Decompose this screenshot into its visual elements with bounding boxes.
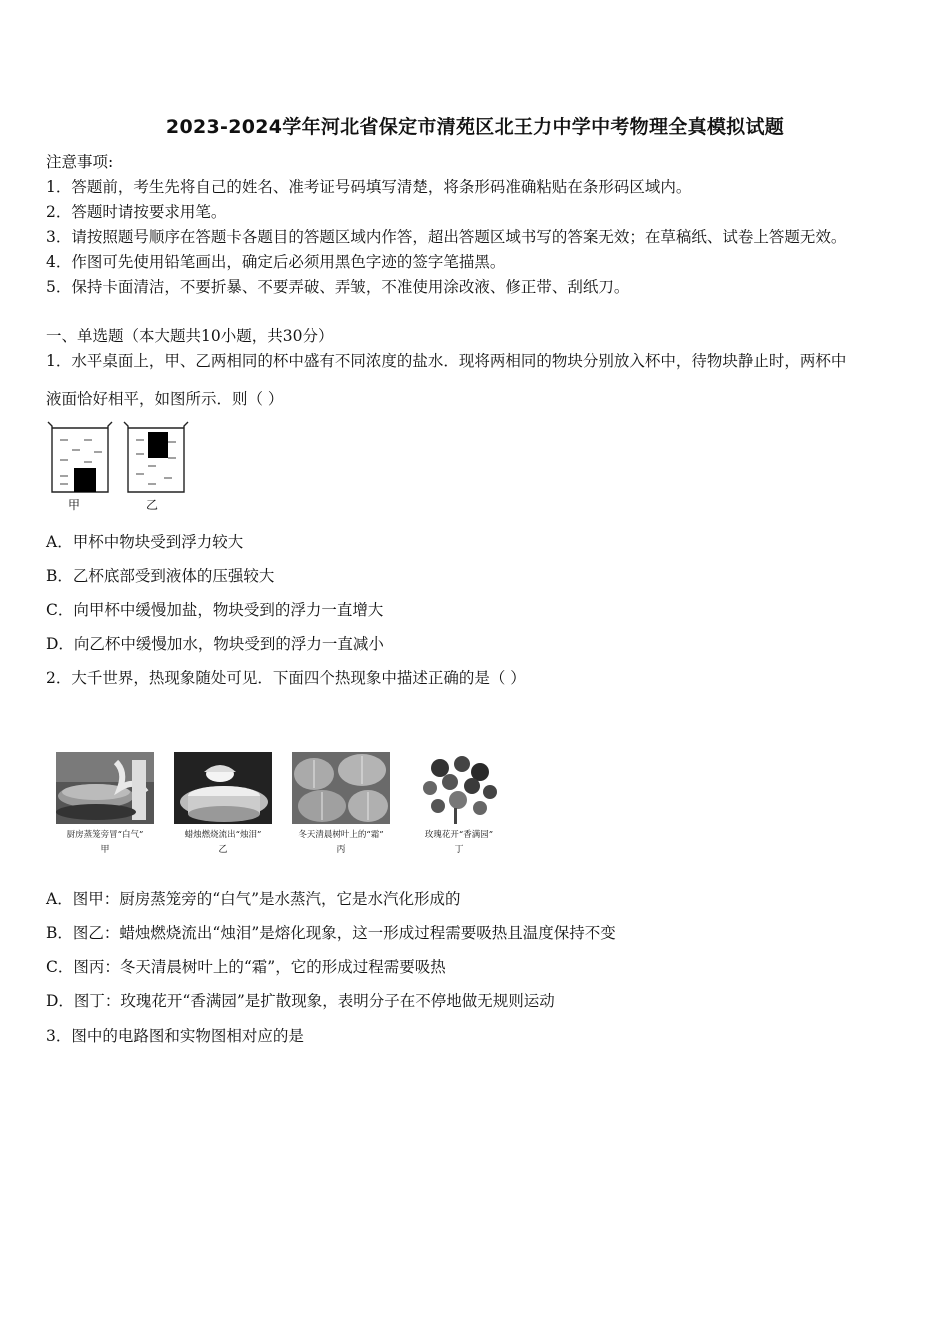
frost-leaf-image-icon [292, 752, 390, 824]
photo-caption-ding: 玫瑰花开“香满园” [424, 830, 494, 840]
block-yi [148, 432, 168, 458]
photo-label-bing: 丙 [336, 845, 346, 855]
q1-stem-line2: 液面恰好相平，如图所示．则（ ） [46, 390, 284, 408]
q2-option-a: A．图甲：厨房蒸笼旁的“白气”是水蒸汽，它是水汽化形成的 [46, 890, 461, 908]
photo-label-yi: 乙 [218, 845, 228, 855]
photo-caption-bing: 冬天清晨树叶上的“霜” [298, 830, 384, 840]
page-title: 2023-2024学年河北省保定市清苑区北王力中学中考物理全真模拟试题 [165, 116, 785, 138]
photo-label-ding: 丁 [454, 845, 464, 855]
q3-stem: 3．图中的电路图和实物图相对应的是 [46, 1027, 304, 1045]
q2-option-d: D．图丁：玫瑰花开“香满园”是扩散现象，表明分子在不停地做无规则运动 [46, 992, 555, 1010]
steam-image-icon [56, 752, 154, 824]
photo-caption-jia: 厨房蒸笼旁冒“白气” [66, 830, 144, 840]
q2-option-b: B．图乙：蜡烛燃烧流出“烛泪”是熔化现象，这一形成过程需要吸热且温度保持不变 [46, 924, 616, 942]
q1-beaker-figure [44, 418, 204, 512]
notice-item-5: 5．保持卡面清洁，不要折暴、不要弄破、弄皱，不准使用涂改液、修正带、刮纸刀。 [46, 278, 630, 296]
notice-item-4: 4．作图可先使用铅笔画出，确定后必须用黑色字迹的签字笔描黑。 [46, 253, 506, 271]
beaker-label-jia: 甲 [68, 498, 81, 512]
notice-item-1: 1．答题前，考生先将自己的姓名、准考证号码填写清楚，将条形码准确粘贴在条形码区域内。 [46, 178, 692, 196]
photo-steamer [46, 752, 164, 855]
section-heading: 一、单选题（本大题共10小题，共30分） [46, 327, 334, 345]
notice-heading: 注意事项: [46, 153, 114, 171]
block-jia [74, 468, 96, 492]
photo-rose [400, 752, 518, 855]
beaker-diagram [44, 418, 204, 496]
q1-option-c: C．向甲杯中缓慢加盐，物块受到的浮力一直增大 [46, 601, 384, 619]
rose-image-icon [410, 752, 508, 824]
beaker-label-yi: 乙 [146, 498, 159, 512]
q2-stem: 2．大千世界，热现象随处可见．下面四个热现象中描述正确的是（ ） [46, 669, 526, 687]
photo-candle [164, 752, 282, 855]
notice-item-2: 2．答题时请按要求用笔。 [46, 203, 227, 221]
candle-image-icon [174, 752, 272, 824]
q1-option-b: B．乙杯底部受到液体的压强较大 [46, 567, 275, 585]
photo-caption-yi: 蜡烛燃烧流出“烛泪” [184, 830, 262, 840]
q2-option-c: C．图丙：冬天清晨树叶上的“霜”，它的形成过程需要吸热 [46, 958, 446, 976]
q1-option-d: D．向乙杯中缓慢加水，物块受到的浮力一直减小 [46, 635, 384, 653]
notice-item-3: 3．请按照题号顺序在答题卡各题目的答题区域内作答，超出答题区域书写的答案无效；在草稿纸、试卷上答题无效。 [46, 228, 847, 246]
q1-option-a: A．甲杯中物块受到浮力较大 [46, 533, 244, 551]
photo-frost [282, 752, 400, 855]
q1-stem-line1: 1．水平桌面上，甲、乙两相同的杯中盛有不同浓度的盐水．现将两相同的物块分别放入杯中，待物块静止时，两杯中 [46, 352, 847, 370]
photo-label-jia: 甲 [100, 845, 110, 855]
